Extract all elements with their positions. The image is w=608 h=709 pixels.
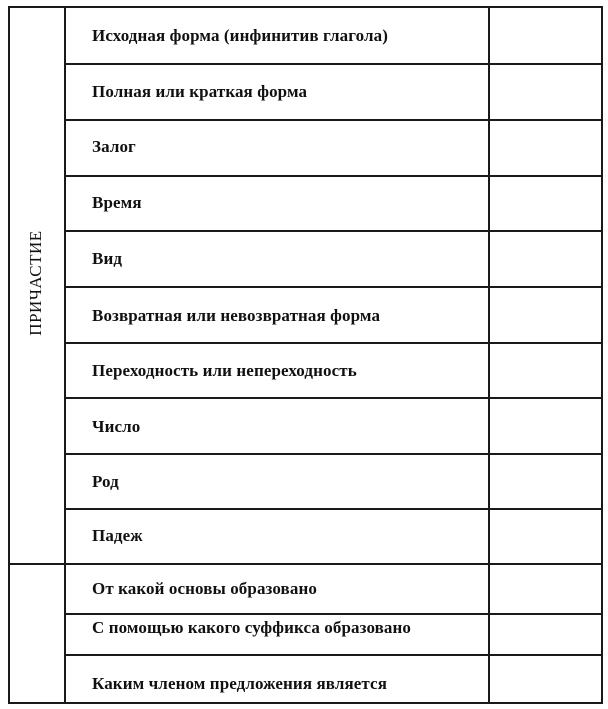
row-label-case: Падеж [92,526,143,545]
row-label-gender: Род [92,472,119,491]
label-column-divider [64,6,66,704]
section-title-participle: ПРИЧАСТИЕ [26,230,45,336]
row-label-suffix: С помощью какого суффикса образовано [92,618,412,637]
table-bottom-border [8,702,603,704]
value-cell[interactable] [490,510,601,563]
row-label-aspect: Вид [92,249,123,268]
row-label-number: Число [92,417,141,436]
row-label-syntactic-role: Каким членом предложения является [92,674,387,693]
row-label-stem-origin: От какой основы образовано [92,579,317,598]
row-label-reflexivity: Возвратная или невозвратная форма [92,306,381,325]
table-right-border [601,6,603,704]
value-cell[interactable] [490,455,601,508]
table-left-border [8,6,10,704]
value-cell[interactable] [490,344,601,397]
row-label-initial-form: Исходная форма (инфинитив глагола) [92,26,388,45]
value-cell[interactable] [490,121,601,175]
row-label-transitivity: Переходность или непереходность [92,361,357,380]
row-label-full-or-short-form: Полная или краткая форма [92,82,308,101]
value-cell[interactable] [490,232,601,286]
row-label-tense: Время [92,193,142,212]
value-cell[interactable] [490,8,601,63]
value-cell[interactable] [490,565,601,613]
value-cell[interactable] [490,615,601,654]
value-cell[interactable] [490,177,601,230]
value-cell[interactable] [490,656,601,702]
value-cell[interactable] [490,65,601,119]
row-label-voice: Залог [92,137,136,156]
value-cell[interactable] [490,288,601,342]
value-cell[interactable] [490,399,601,453]
